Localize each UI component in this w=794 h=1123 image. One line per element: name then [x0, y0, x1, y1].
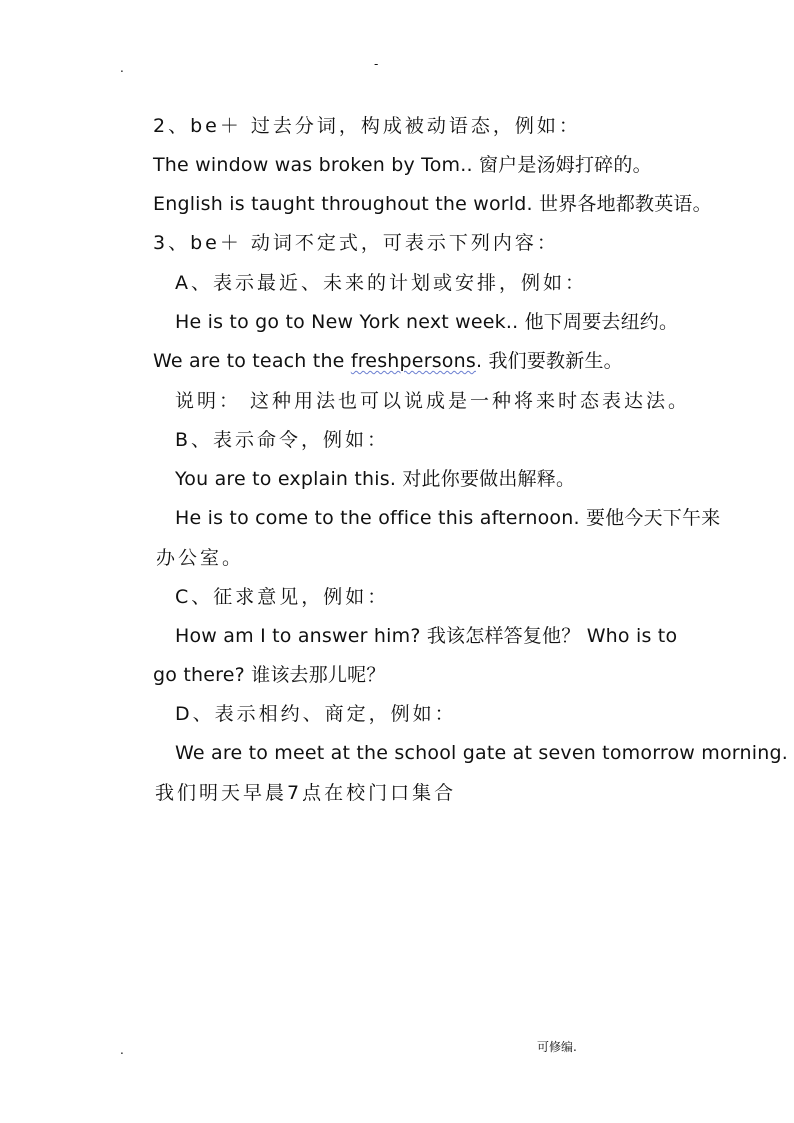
header-dot-left: .: [120, 61, 124, 75]
example-answer-him: How am I to answer him? 我该怎样答复他？ Who is to: [175, 625, 678, 647]
example-school-gate: We are to meet at the school gate at seven tomorrow morning.: [175, 742, 788, 764]
example-new-york: He is to go to New York next week.. 他下周要去纽约。: [175, 311, 679, 333]
example-come-to-office-cont: 办公室。: [156, 547, 245, 569]
rule-2-heading: 2、be＋ 过去分词，构成被动语态，例如：: [153, 115, 581, 137]
example-freshpersons: [153, 348, 623, 374]
example-come-to-office: He is to come to the office this afternoon. 要他今天下午来: [175, 507, 721, 529]
note-future-tense: 说明： 这种用法也可以说成是一种将来时态表达法。: [175, 390, 691, 412]
footer-editable-note: 可修编.: [537, 1040, 577, 1054]
section-c-heading: C、征求意见，例如：: [175, 586, 390, 608]
rule-3-heading: 3、be＋ 动词不定式，可表示下列内容：: [153, 232, 559, 254]
footer-dot-left: .: [120, 1043, 124, 1057]
example-explain-this: You are to explain this. 对此你要做出解释。: [175, 468, 576, 490]
freshpersons-spellcheck-word: freshpersons: [350, 350, 476, 372]
freshpersons-after: . 我们要教新生。: [475, 350, 623, 372]
example-go-there: go there? 谁该去那儿呢？: [153, 664, 386, 686]
section-b-heading: B、表示命令，例如：: [175, 429, 390, 451]
section-a-heading: A、表示最近、未来的计划或安排，例如：: [175, 272, 587, 294]
example-window-broken: The window was broken by Tom.. 窗户是汤姆打碎的。: [153, 154, 652, 176]
header-dot-mid: -: [374, 57, 379, 71]
example-school-gate-translation: 我们明天早晨7点在校门口集合: [155, 782, 457, 804]
freshpersons-before: We are to teach the: [153, 350, 351, 372]
example-english-taught: English is taught throughout the world. 世界各地都教英语。: [153, 193, 712, 215]
section-d-heading: D、表示相约、商定，例如：: [175, 703, 457, 725]
